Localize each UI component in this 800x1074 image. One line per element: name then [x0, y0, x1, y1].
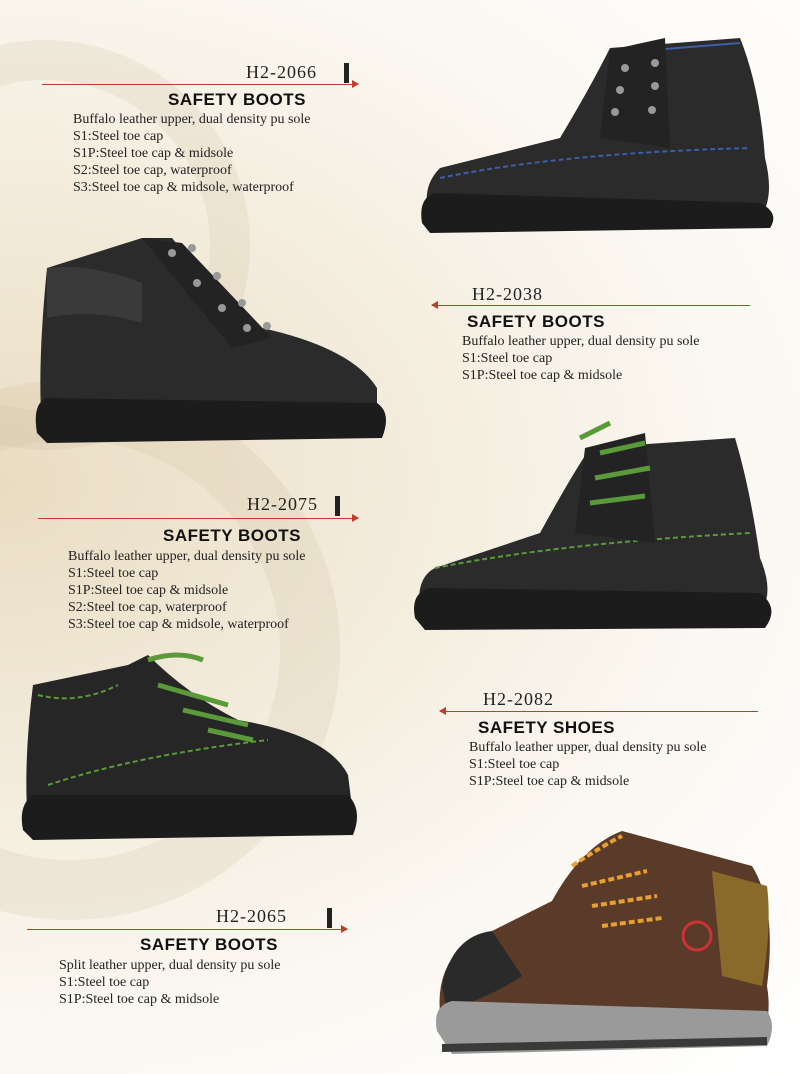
spec-line: Buffalo leather upper, dual density pu sole: [469, 740, 707, 755]
model-number: H2-2082: [483, 689, 554, 709]
black-ankle-safety-boot-green-laces-icon: [410, 418, 780, 633]
product-title: SAFETY BOOTS: [163, 526, 301, 545]
product-specs: [68, 548, 306, 633]
product-title: SAFETY SHOES: [478, 718, 615, 737]
pointer-arrow-right: [27, 929, 347, 930]
model-marker-bar: [327, 908, 332, 928]
product-specs: [462, 333, 700, 384]
spec-line: S1:Steel toe cap: [68, 566, 159, 581]
model-number: H2-2066: [246, 62, 317, 82]
black-low-safety-shoe-green-laces-icon: [18, 645, 363, 845]
spec-line: S1:Steel toe cap: [462, 351, 553, 366]
model-number: H2-2075: [247, 494, 318, 514]
pointer-arrow-left: [432, 305, 750, 306]
spec-line: S1P:Steel toe cap & midsole: [59, 992, 220, 1007]
product-specs: [73, 111, 311, 196]
spec-line: S1:Steel toe cap: [59, 975, 150, 990]
pointer-arrow-right: [42, 84, 358, 85]
product-title: SAFETY BOOTS: [168, 90, 306, 109]
spec-line: S2:Steel toe cap, waterproof: [73, 163, 232, 178]
spec-line: Buffalo leather upper, dual density pu sole: [462, 334, 700, 349]
pointer-arrow-left: [440, 711, 758, 712]
product-title: SAFETY BOOTS: [467, 312, 605, 331]
product-specs: [59, 957, 280, 1008]
product-specs: [469, 739, 707, 790]
spec-line: S1P:Steel toe cap & midsole: [462, 368, 623, 383]
spec-line: S1:Steel toe cap: [469, 757, 560, 772]
spec-line: S1P:Steel toe cap & midsole: [469, 774, 630, 789]
spec-line: Buffalo leather upper, dual density pu sole: [68, 549, 306, 564]
spec-line: S2:Steel toe cap, waterproof: [68, 600, 227, 615]
spec-line: S1P:Steel toe cap & midsole: [73, 146, 234, 161]
model-number: H2-2038: [472, 284, 543, 304]
spec-line: S1:Steel toe cap: [73, 129, 164, 144]
model-number: H2-2065: [216, 906, 287, 926]
brown-hiker-safety-boot-icon: [432, 826, 777, 1061]
product-title: SAFETY BOOTS: [140, 935, 278, 954]
spec-line: S3:Steel toe cap & midsole, waterproof: [68, 617, 289, 632]
model-marker-bar: [344, 63, 349, 83]
spec-line: S3:Steel toe cap & midsole, waterproof: [73, 180, 294, 195]
pointer-arrow-right: [38, 518, 358, 519]
black-ankle-safety-boot-blue-stitch-icon: [410, 28, 790, 233]
spec-line: Buffalo leather upper, dual density pu sole: [73, 112, 311, 127]
model-marker-bar: [335, 496, 340, 516]
spec-line: S1P:Steel toe cap & midsole: [68, 583, 229, 598]
black-ankle-safety-boot-icon: [32, 228, 392, 448]
spec-line: Split leather upper, dual density pu sole: [59, 958, 281, 973]
